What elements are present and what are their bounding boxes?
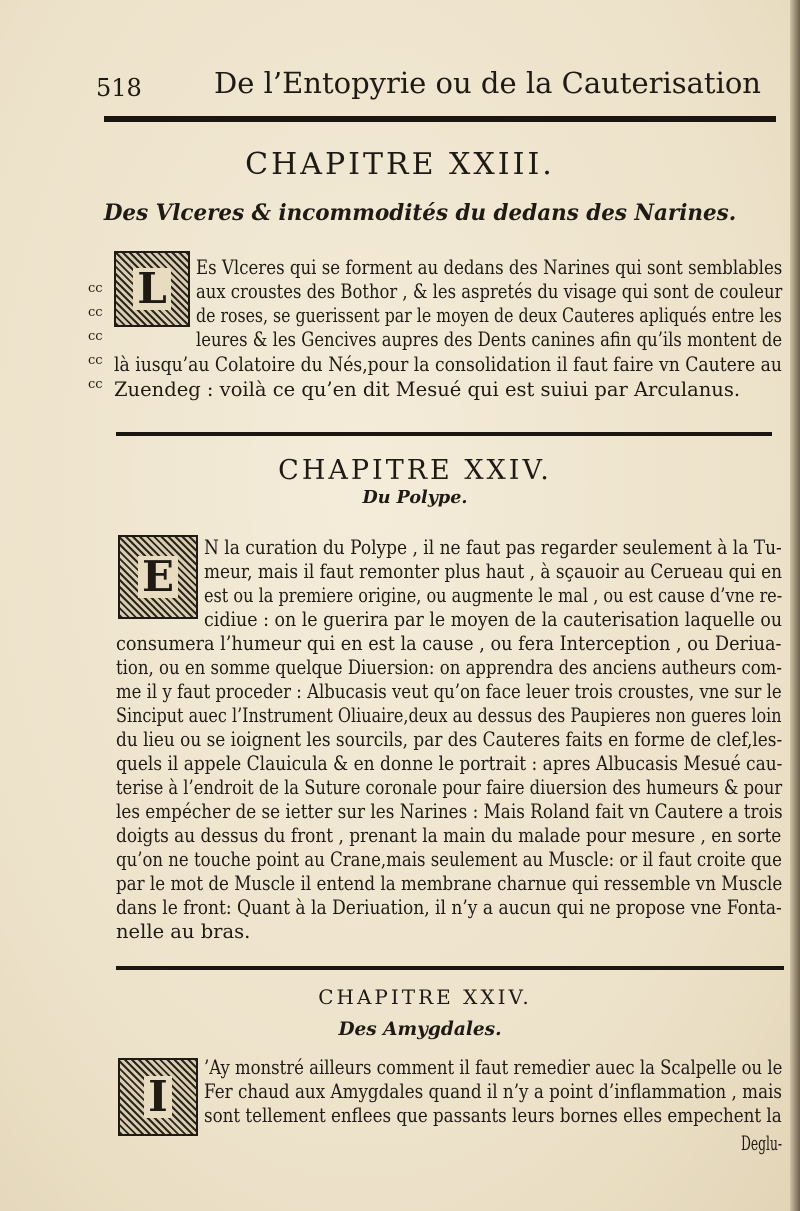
quote-mark: cc: [88, 377, 103, 392]
text-line: sont tellement enflees que passants leurs bornes elles empechent la: [204, 1104, 782, 1127]
text-line: tion, ou en somme quelque Diuersion: on apprendra des anciens autheurs com-: [116, 656, 782, 679]
quote-mark: cc: [88, 329, 103, 344]
text-line: consumera l’humeur qui en est la cause , ou fera Interception , ou Deriua-: [116, 632, 782, 655]
text-line: meur, mais il faut remonter plus haut , à sçauoir au Cerueau qui en: [204, 560, 783, 583]
text-line: cidiue : on le guerira par le moyen de la cauterisation laquelle ou: [204, 608, 783, 631]
text-line: de roses, se guerissent par le moyen de deux Cauteres apliqués entre les: [196, 304, 782, 327]
initial-letter: L: [133, 268, 171, 310]
text-line: ’Ay monstré ailleurs comment il faut remedier auec la Scalpelle ou le: [204, 1056, 783, 1079]
text-line: doigts au dessus du front , prenant la main du malade pour mesure , en sorte: [116, 824, 782, 847]
chapter-subtitle: Du Polype.: [362, 487, 468, 508]
running-title: De l’Entopyrie ou de la Cauterisation: [214, 66, 761, 100]
text-line: me il y faut proceder : Albucasis veut qu’on face leuer trois croustes, vne sur le: [116, 680, 782, 703]
catchword: Deglu-: [741, 1132, 783, 1155]
quote-mark: cc: [88, 353, 103, 368]
text-line: Es Vlceres qui se forment au dedans des Narines qui sont semblables: [196, 256, 783, 279]
ornamental-initial: [118, 535, 198, 619]
quote-mark: cc: [88, 305, 103, 320]
text-line: terise à l’endroit de la Suture coronale pour faire diuersion des humeurs & pour: [116, 776, 783, 799]
text-line: dans le front: Quant à la Deriuation, il n’y a aucun qui ne propose vne Fonta-: [116, 896, 782, 919]
chapter-title: CHAPITRE XXIII.: [245, 147, 555, 182]
chapter-title: CHAPITRE XXIV.: [278, 455, 552, 486]
header-rule: [104, 116, 776, 122]
initial-letter: E: [138, 556, 178, 598]
text-line: par le mot de Muscle il entend la membrane charnue qui ressemble vn Muscle: [116, 872, 783, 895]
text-line: est ou la premiere origine, ou augmente le mal , ou est cause d’vne re-: [204, 584, 783, 607]
text-line: aux croustes des Bothor , & les aspretés du visage qui sont de couleur: [196, 280, 783, 303]
text-line: les empécher de se ietter sur les Narines : Mais Roland fait vn Cautere a trois: [116, 800, 783, 823]
chapter-subtitle: Des Vlceres & incommodités du dedans des Narines.: [103, 200, 737, 226]
text-line: qu’on ne touche point au Crane,mais seulement au Muscle: or il faut croite que: [116, 848, 782, 871]
text-line: N la curation du Polype , il ne faut pas regarder seulement à la Tu-: [204, 536, 782, 559]
text-line: quels il appele Clauicula & en donne le portrait : apres Albucasis Mesué cau-: [116, 752, 783, 775]
text-line: du lieu ou se ioignent les sourcils, par des Cauteres faits en forme de clef,les-: [116, 728, 783, 751]
initial-letter: I: [144, 1076, 172, 1118]
text-line: leures & les Gencives aupres des Dents canines afin qu’ils montent de: [196, 328, 783, 351]
text-line: nelle au bras.: [116, 920, 251, 943]
chapter-subtitle: Des Amygdales.: [338, 1018, 502, 1040]
section-rule: [116, 966, 784, 970]
page-header: [96, 62, 770, 102]
ornamental-initial: [118, 1058, 198, 1136]
text-line: Fer chaud aux Amygdales quand il n’y a point d’inflammation , mais: [204, 1080, 783, 1103]
text-line: là iusqu’au Colatoire du Nés,pour la consolidation il faut faire vn Cautere au: [114, 353, 782, 376]
quote-mark: cc: [88, 281, 103, 296]
section-rule: [116, 432, 772, 436]
text-line: Sinciput auec l’Instrument Oliuaire,deux au dessus des Paupieres non gueres loin: [116, 704, 782, 727]
page-number: 518: [96, 74, 142, 102]
ornamental-initial: [114, 251, 190, 327]
chapter-title: CHAPITRE XXIV.: [318, 985, 532, 1009]
text-line: Zuendeg : voilà ce qu’en dit Mesué qui est suiui par Arculanus.: [114, 378, 741, 401]
